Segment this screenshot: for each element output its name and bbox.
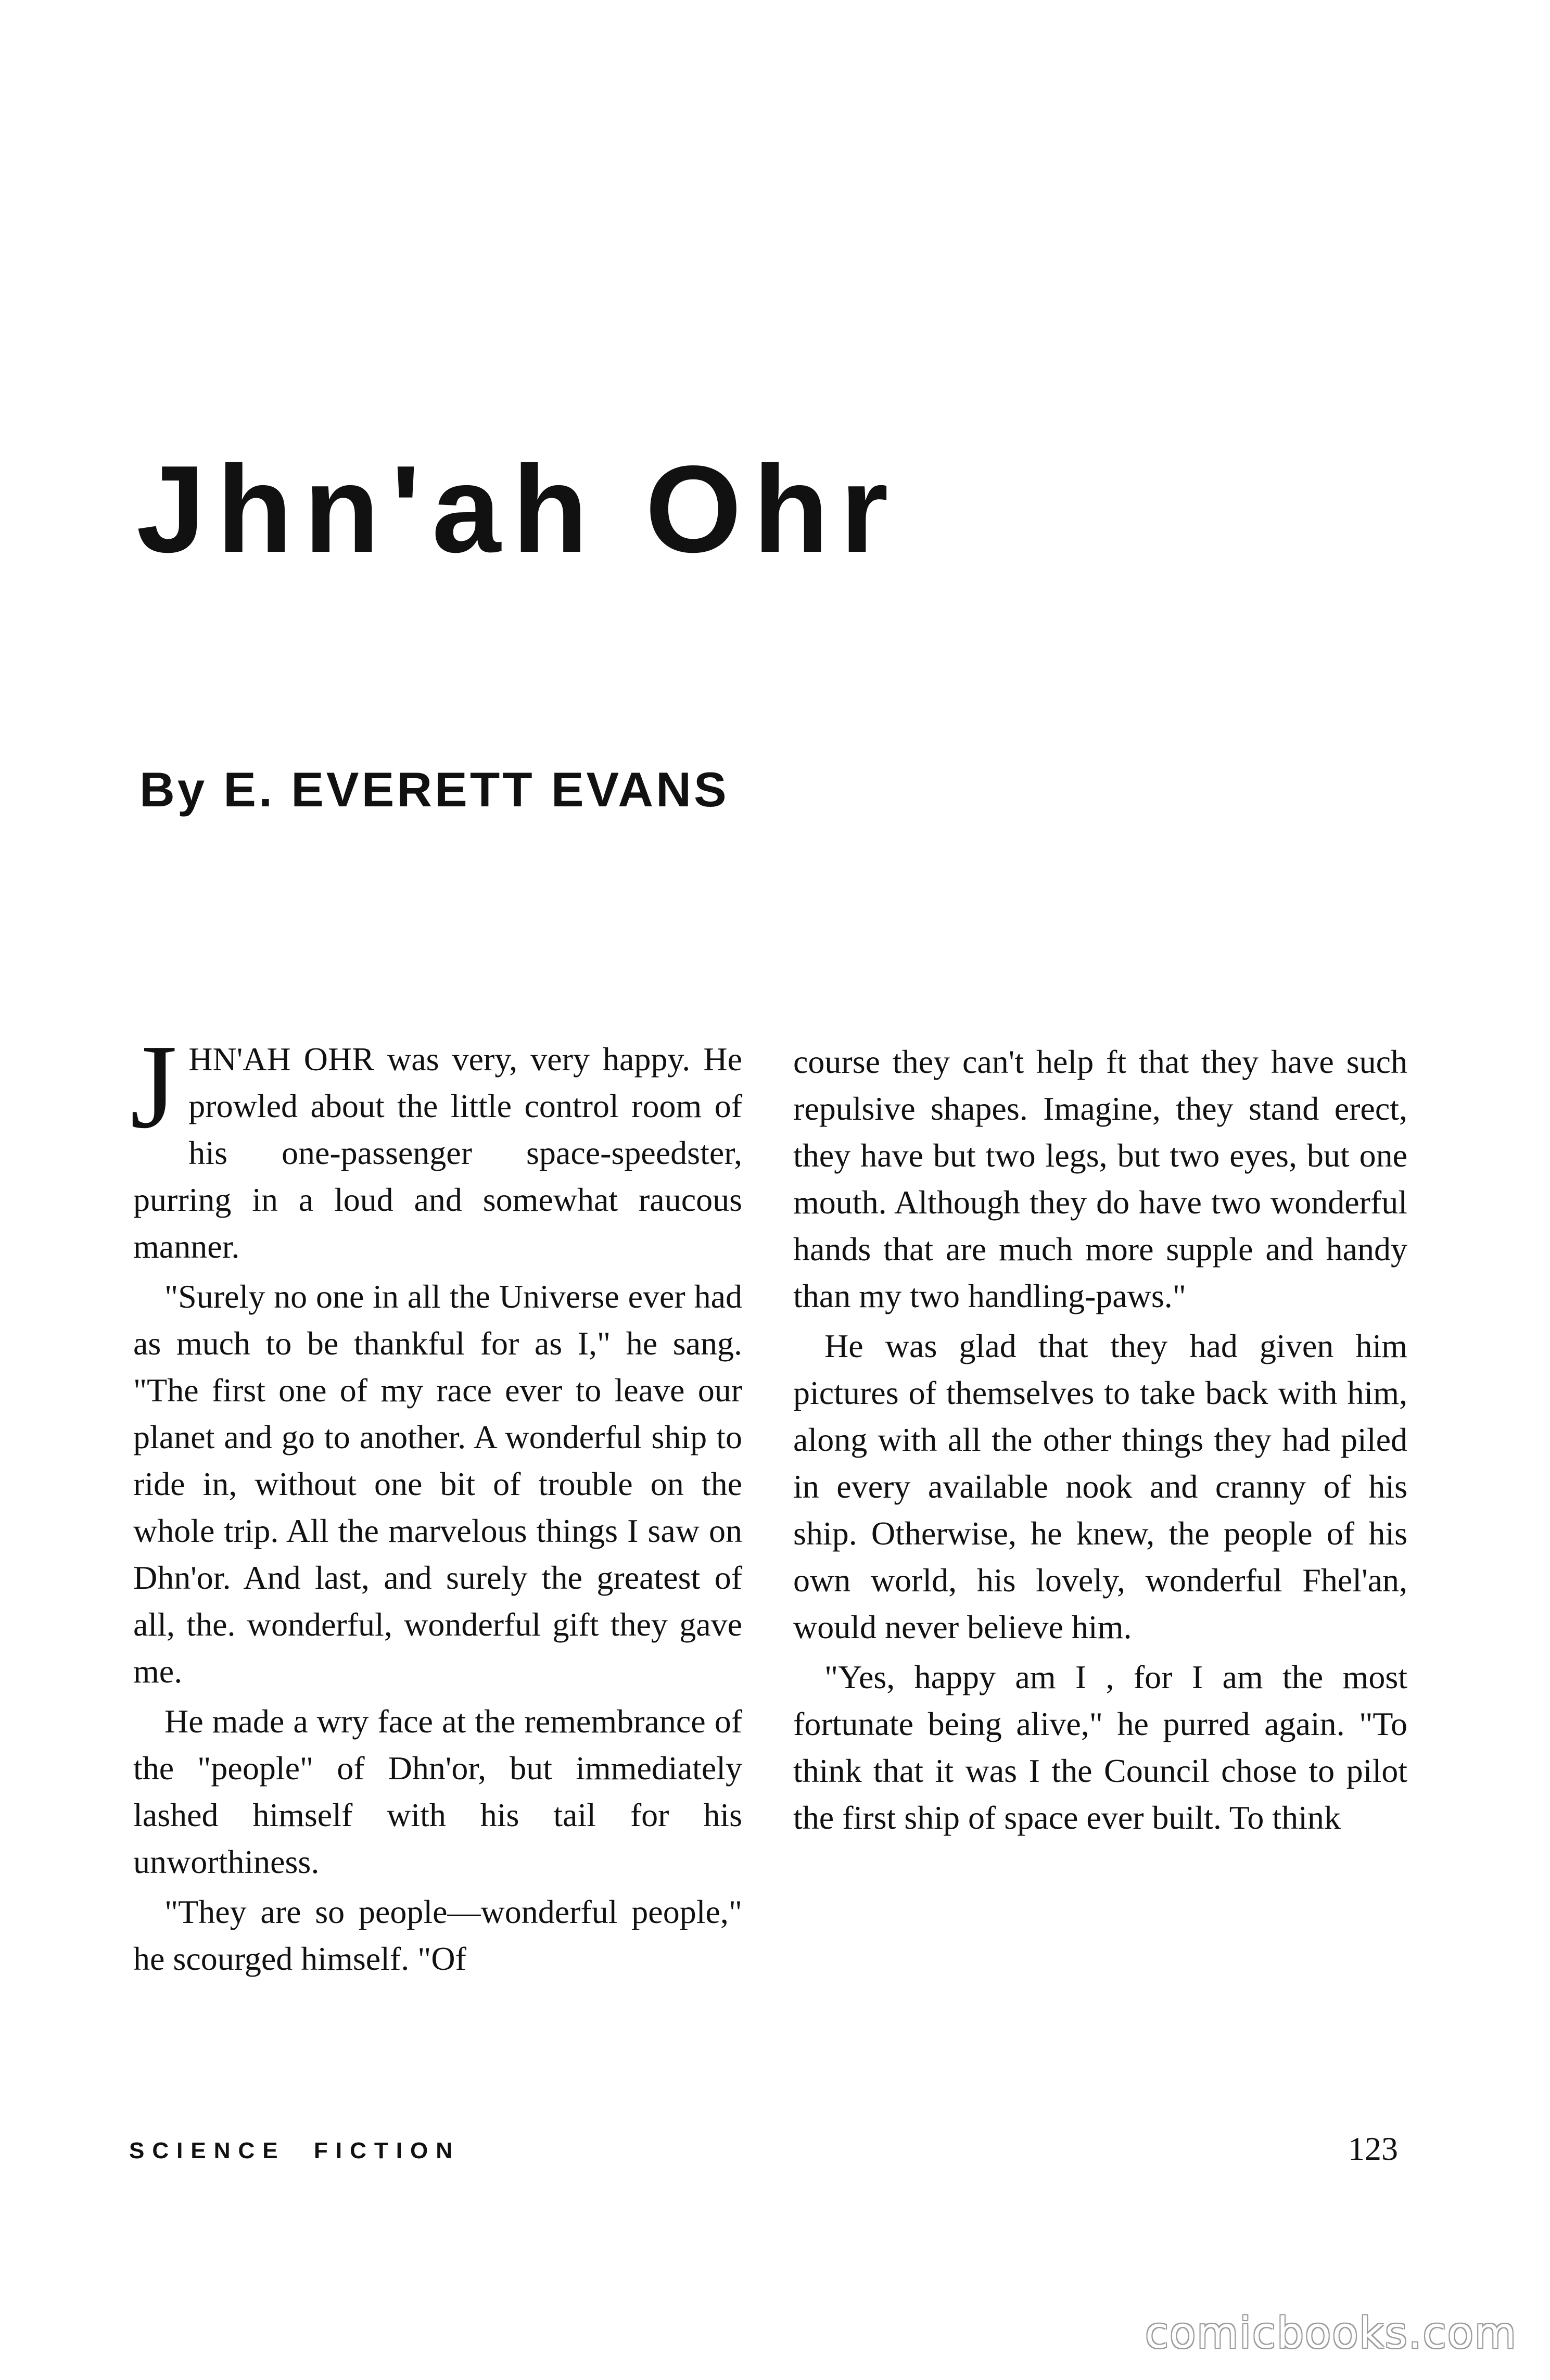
- story-title: Jhn'ah Ohr: [136, 440, 900, 578]
- paragraph: course they can't help ft that they have such repulsive shapes. Imagine, they stand erect, they have but two legs, but two eyes, but one mouth. Although they do have two wonderful hands that are much more supple and handy than my two handling-paws.": [793, 1043, 1407, 1314]
- page-number: 123: [1348, 2130, 1398, 2167]
- paragraph: "Surely no one in all the Universe ever had as much to be thankful for as I," he sang. "The first one of my race ever to leave our planet and go to another. A wonderful ship to ride in, without one bit of trouble on the whole trip. All the marvelous things I saw on Dhn'or. And last, and surely the greatest of all, the. wonderful, wonderful gift they gave me.: [133, 1278, 742, 1690]
- drop-cap: J: [130, 1020, 177, 1154]
- paragraph: [130, 1020, 742, 1270]
- watermark: comicbooks.com: [1145, 2309, 1517, 2358]
- paragraph: "Yes, happy am I , for I am the most fortunate being alive," he purred again. "To think that it was I the Council chose to pilot the first ship of space ever built. To think: [793, 1659, 1407, 1836]
- running-footer-magazine: SCIENCE FICTION: [129, 2138, 461, 2163]
- author-byline: By E. EVERETT EVANS: [139, 762, 729, 817]
- paragraph: He made a wry face at the remembrance of the "people" of Dhn'or, but immediately lashed himself with his tail for his unworthiness.: [133, 1703, 742, 1880]
- paragraph-text: HN'AH OHR was very, very happy. He prowled about the little control room of his one-passenger space-speedster, purring in a loud and somewhat raucous manner.: [133, 1041, 742, 1265]
- text-column-left: [130, 1020, 742, 1985]
- paragraph: "They are so people—wonderful people," he scourged himself. "Of: [133, 1893, 742, 1977]
- paragraph: He was glad that they had given him pictures of themselves to take back with him, along with all the other things they had piled in every available nook and cranny of his ship. Otherwise, he knew, the people of his own world, his lovely, wonderful Fhel'an, would never believe him.: [793, 1327, 1407, 1645]
- text-column-right: [793, 1039, 1407, 1844]
